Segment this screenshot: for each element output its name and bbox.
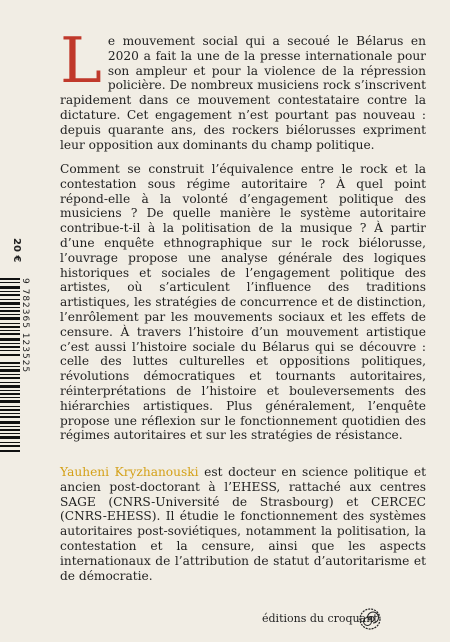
spine-strip: [0, 0, 28, 642]
blurb-paragraph-1: [60, 24, 426, 152]
publisher-name: éditions du croquant: [262, 612, 378, 625]
publisher-spiral-logo-icon: [359, 608, 381, 630]
isbn-number: 9 782365 123525: [20, 278, 30, 374]
blurb-paragraph-2: Comment se construit l’équivalence entre le rock et la contestation sous régime autoritaire ? À quel point répond-elle à la volonté d’engagement politique des musiciens ? De quelle manière le système autoritaire contribue-t-il à la politisation de la musique ? À partir d’une enquête ethnographique sur le rock biélorusse, l’ouvrage propose une analyse générale des logiques historiques et sociales de l’engagement politique des artistes, où s’articulent l’influence des traditions artistiques, les stratégies de concurrence et de distinction, l’enrôlement par les mouvements sociaux et les effets de censure. À travers l’histoire d’un mouvement artistique c’est aussi l’histoire sociale du Bélarus qui se découvre : celle des luttes culturelles et oppositions politiques, révolutions démocratiques et tournants autoritaires, réinterprétations de l’histoire et bouleversements des hiérarchies artistiques. Plus généralement, l’enquête propose une réflexion sur le fonctionnement quotidien des régimes autoritaires et sur les stratégies de résistance.: [60, 162, 426, 443]
blurb-paragraph-1-text: e mouvement social qui a secoué le Bélarus en 2020 a fait la une de la presse internationale pour son ampleur et pour la violence de la répression policière. De nombreux musiciens rock s’inscrivent rapidement dans ce mouvement contestataire contre la dictature. Cet engagement n’est pourtant pas nouveau : depuis quarante ans, des rockers biélorusses expriment leur opposition aux dominants du champ politique.: [60, 34, 426, 152]
author-name: Yauheni Kryzhanouski: [60, 465, 199, 479]
author-bio-text: est docteur en science politique et ancien post-doctorant à l’EHESS, rattaché aux centres SAGE (CNRS-Université de Strasbourg) et CERCEC (CNRS-EHESS). Il étudie le fonctionnement des systèmes autoritaires post-soviétiques, notamment la politisation, la contestation et la censure, ainsi que les aspects internationaux de l’attribution de statut d’autoritarisme et de démocratie.: [60, 465, 427, 583]
author-bio: [60, 465, 426, 583]
barcode: [0, 278, 30, 454]
price-label: 20 €: [11, 238, 22, 263]
drop-cap: L: [60, 24, 102, 97]
barcode-bars: [0, 278, 20, 454]
